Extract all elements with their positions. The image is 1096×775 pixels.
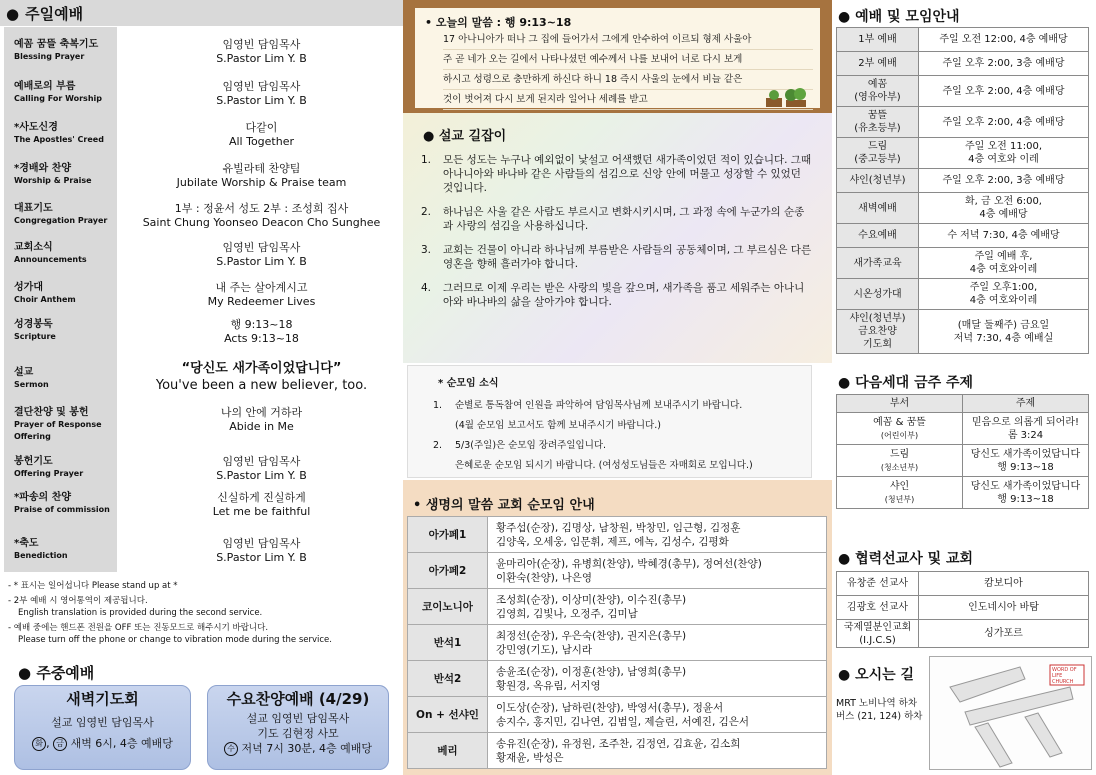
verse-line: 것이 벗어져 다시 보게 된지라 일어나 세례를 받고 <box>443 90 813 110</box>
group-members <box>488 589 827 625</box>
schedule-row <box>837 310 1089 354</box>
plant-pot-icon <box>764 86 808 108</box>
sermon-point-text: 모든 성도는 누구나 예외없이 낯설고 어색했던 새가족이었던 적이 있습니다. 그때 아나니아와 바나바 같은 사람들의 섬김으로 신앙 안에 머물고 성장할 수 있었던 것입니다. <box>443 154 812 194</box>
schedule-name: 예꼼 (영유아부) <box>837 76 919 107</box>
schedule-row <box>837 138 1089 169</box>
schedule-row <box>837 169 1089 193</box>
schedule-time: 주일 오후 2:00, 4층 예배당 <box>919 107 1089 138</box>
order-label-en: Scripture <box>14 332 56 341</box>
sermon-guide-panel <box>403 113 832 363</box>
directions-mrt: MRT 노비나역 하차 <box>836 698 918 709</box>
schedule-time: 수 저녁 7:30, 4층 예배당 <box>919 224 1089 248</box>
group-name: 아가페2 <box>408 553 488 589</box>
notice-item <box>433 456 813 476</box>
location-map <box>929 656 1092 770</box>
next-gen-row <box>837 477 1089 509</box>
sermon-point-number: 1. <box>421 154 432 166</box>
mission-row <box>837 620 1089 648</box>
notice-item-text: 은혜로운 순모임 되시기 바랍니다. (여성성도님들은 자매회로 모입니다.) <box>455 460 753 471</box>
group-members <box>488 733 827 769</box>
small-group-panel <box>403 480 832 775</box>
order-label-en: Prayer of Response Offering <box>14 420 102 441</box>
mission-place: 싱가포르 <box>919 620 1089 648</box>
mission-row <box>837 596 1089 620</box>
map-church-label: WORD OF LIFE CHURCH <box>1052 667 1077 685</box>
order-label-ko: *사도신경 <box>14 122 58 133</box>
note-item <box>8 580 403 592</box>
order-label <box>14 318 124 343</box>
order-value-en: You've been a new believer, too. <box>155 378 368 393</box>
schedule-row <box>837 107 1089 138</box>
schedule-time: 주일 오후 2:00, 3층 예배당 <box>919 169 1089 193</box>
notice-item-text: (4월 순모임 보고서도 함께 보내주시기 바랍니다.) <box>455 420 661 431</box>
next-gen-row <box>837 445 1089 477</box>
order-value <box>124 162 399 190</box>
order-label-en: Choir Anthem <box>14 295 76 304</box>
wed-card-title: 수요찬양예배 (4/29) <box>226 690 370 708</box>
order-value-ko: 다같이 <box>245 121 278 134</box>
verse-line: 하시고 성령으로 충만하게 하신다 하니 18 즉시 사울의 눈에서 비늘 같은 <box>443 70 813 90</box>
worship-info-title-text: 예배 및 모임안내 <box>855 9 960 25</box>
order-value <box>124 80 399 108</box>
order-label-ko: 성경봉독 <box>14 319 53 330</box>
directions-title-text: 오시는 길 <box>855 667 915 683</box>
schedule-name: 새가족교육 <box>837 248 919 279</box>
notice-item-text: 순별로 통독참여 인원을 파악하여 담임목사님께 보내주시기 바랍니다. <box>455 400 743 411</box>
order-label <box>14 537 124 562</box>
note-sub: English translation is provided during the second service. <box>18 608 263 618</box>
order-value-en: S.Pastor Lim Y. B <box>216 551 307 564</box>
order-label-en: Benediction <box>14 551 68 560</box>
schedule-time: (매달 둘째주) 금요일 저녁 7:30, 4층 예배실 <box>919 310 1089 354</box>
mission-title-text: 협력선교사 및 교회 <box>855 551 974 567</box>
schedule-time: 화, 금 오전 6:00, 4층 예배당 <box>919 193 1089 224</box>
order-value-ko: 행 9:13~18 <box>230 318 293 331</box>
next-gen-dept: 샤인 (청년부) <box>837 477 963 509</box>
order-value-en: Jubilate Worship & Praise team <box>176 176 347 189</box>
group-members-line2: 황재윤, 박성은 <box>496 751 564 764</box>
group-row <box>408 697 827 733</box>
group-members-line2: 강민영(기도), 남시라 <box>496 643 593 656</box>
next-gen-title <box>838 372 973 392</box>
next-gen-dept-sub: (어린이부) <box>880 430 919 440</box>
order-label-ko: 예배로의 부름 <box>14 81 76 92</box>
next-gen-dept-sub: (청년부) <box>884 494 915 504</box>
group-name: 반석1 <box>408 625 488 661</box>
group-members-line1: 조성희(순장), 이상미(찬양), 이수진(총무) <box>496 593 687 606</box>
order-value <box>124 38 399 66</box>
order-label <box>14 281 124 306</box>
order-value <box>124 241 399 269</box>
group-members <box>488 553 827 589</box>
schedule-name: 샤인(청년부) 금요찬양 기도회 <box>837 310 919 354</box>
group-name: 반석2 <box>408 661 488 697</box>
next-gen-dept-sub: (청소년부) <box>880 462 919 472</box>
info-column <box>832 0 1096 775</box>
next-gen-header-cell: 주제 <box>963 395 1089 413</box>
order-value-ko: 내 주는 살아계시고 <box>215 281 308 294</box>
schedule-row <box>837 28 1089 52</box>
order-value <box>124 121 399 149</box>
bullet-icon: ● <box>838 551 851 567</box>
order-value-ko: 임영빈 담임목사 <box>222 241 301 254</box>
dawn-prayer-card <box>14 685 191 770</box>
order-label-ko: 대표기도 <box>14 203 53 214</box>
mission-name: 유창준 선교사 <box>837 572 919 596</box>
sermon-column <box>403 0 832 775</box>
next-gen-table <box>836 394 1089 509</box>
schedule-row <box>837 193 1089 224</box>
next-gen-title-text: 다음세대 금주 주제 <box>855 375 974 391</box>
verse-line: 주 곧 네가 오는 길에서 나타나셨던 예수께서 나를 보내어 너로 다시 보게 <box>443 50 813 70</box>
order-label <box>14 455 124 480</box>
order-label-ko: 성가대 <box>14 282 43 293</box>
group-members-line2: 황원경, 옥유림, 서지영 <box>496 679 601 692</box>
schedule-name: 드림 (중고등부) <box>837 138 919 169</box>
order-value-en: S.Pastor Lim Y. B <box>216 255 307 268</box>
midweek-title-text: 주중예배 <box>36 664 95 682</box>
group-members <box>488 661 827 697</box>
group-members-line2: 송지수, 홍지민, 김나연, 김범일, 제슬린, 서예진, 김은서 <box>496 715 750 728</box>
group-name: 베리 <box>408 733 488 769</box>
order-label-en: Blessing Prayer <box>14 52 85 61</box>
directions-title <box>838 664 914 684</box>
verse-heading: • 오늘의 말씀 : 행 9:13~18 <box>425 16 572 29</box>
order-value-en: Abide in Me <box>229 420 294 433</box>
group-members-line1: 윤마리아(순장), 유병희(찬양), 박혜경(총무), 정여선(찬양) <box>496 557 762 570</box>
group-members-line1: 최정선(순장), 우은숙(찬양), 권지은(총무) <box>496 629 687 642</box>
sermon-point <box>421 205 813 233</box>
bullet-icon: ● <box>838 9 851 25</box>
note-main: - 2부 예배 시 영어통역이 제공됩니다. <box>8 596 148 606</box>
order-value-en: Saint Chung Yoonseo Deacon Cho Sunghee <box>142 216 381 229</box>
next-gen-topic: 믿음으로 의롭게 되어라! 롬 3:24 <box>963 413 1089 445</box>
order-value-ko: 임영빈 담임목사 <box>222 455 301 468</box>
next-gen-topic: 당신도 새가족이었답니다 행 9:13~18 <box>963 445 1089 477</box>
schedule-row <box>837 76 1089 107</box>
order-value-ko: 임영빈 담임목사 <box>222 38 301 51</box>
order-value-en: Let me be faithful <box>212 505 311 518</box>
sermon-point <box>421 281 813 309</box>
wed-card-time <box>208 741 388 756</box>
sermon-point <box>421 243 813 271</box>
sermon-point-text: 그러므로 이제 우리는 받은 사랑의 빛을 갚으며, 새가족을 품고 세워주는 아나니아와 바나바의 삶을 살아가야 합니다. <box>443 282 805 308</box>
note-main: - * 표시는 일어섭니다 Please stand up at * <box>8 581 178 591</box>
group-members <box>488 697 827 733</box>
schedule-time: 주일 오전 12:00, 4층 예배당 <box>919 28 1089 52</box>
schedule-name: 새벽예배 <box>837 193 919 224</box>
order-label <box>14 406 124 443</box>
order-value-ko: 유빌라테 찬양팀 <box>222 162 301 175</box>
dawn-card-time: 화 , 금 새벽 6시, 4층 예배당 <box>15 736 190 751</box>
order-label-ko: 봉헌기도 <box>14 456 53 467</box>
group-row <box>408 517 827 553</box>
schedule-time: 주일 오후 2:00, 3층 예배당 <box>919 52 1089 76</box>
bullet-icon: ● <box>6 5 20 23</box>
order-label-en: Worship & Praise <box>14 176 92 185</box>
order-value <box>124 406 399 434</box>
schedule-time: 주일 오전 11:00, 4층 여호와 이레 <box>919 138 1089 169</box>
sermon-point-number: 3. <box>421 244 432 256</box>
notice-item-number: 2. <box>433 440 443 451</box>
group-name: 아가페1 <box>408 517 488 553</box>
mission-title <box>838 548 973 568</box>
schedule-name: 꿈뜰 (유초등부) <box>837 107 919 138</box>
order-label-ko: *축도 <box>14 538 39 549</box>
order-value <box>124 202 399 230</box>
order-value <box>124 455 399 483</box>
order-label-en: Congregation Prayer <box>14 216 108 225</box>
order-label-ko: 교회소식 <box>14 242 53 253</box>
note-item <box>8 622 403 646</box>
order-label-en: Calling For Worship <box>14 94 102 103</box>
group-row <box>408 625 827 661</box>
order-value-ko: “당신도 새가족이었답니다” <box>181 361 342 376</box>
sermon-point-text: 하나님은 사울 같은 사람도 부르시고 변화시키시며, 그 과정 속에 누군가의 순종과 사랑의 섬김을 사용하십니다. <box>443 206 805 232</box>
order-value-en: Acts 9:13~18 <box>224 332 299 345</box>
sunday-worship-title: 주일예배 <box>25 5 84 23</box>
day-wed-badge: 수 <box>224 742 238 756</box>
day-tue-badge: 화 <box>32 737 46 751</box>
small-group-notice <box>407 365 812 478</box>
dawn-card-preacher: 설교 임영빈 담임목사 <box>51 716 154 729</box>
bullet-icon: ● <box>838 667 851 683</box>
order-label-en: Praise of commission <box>14 505 110 514</box>
dawn-card-time-text: 새벽 6시, 4층 예배당 <box>70 737 173 750</box>
next-gen-dept: 드림 (청소년부) <box>837 445 963 477</box>
worship-schedule-table <box>836 27 1089 354</box>
notice-item-number: 1. <box>433 400 443 411</box>
order-value <box>124 537 399 565</box>
schedule-time: 주일 예배 후, 4층 여호와이레 <box>919 248 1089 279</box>
schedule-name: 2부 예배 <box>837 52 919 76</box>
group-members-line2: 김영희, 김빛나, 오정주, 김미남 <box>496 607 638 620</box>
bullet-icon: ● <box>423 129 435 144</box>
notice-item-text: 5/3(주일)은 순모임 장려주일입니다. <box>455 440 607 451</box>
note-sub: Please turn off the phone or change to vibration mode during the service. <box>18 635 332 645</box>
group-members <box>488 517 827 553</box>
order-label-ko: 설교 <box>14 367 34 378</box>
worship-order-column <box>0 0 403 775</box>
order-value-en: All Together <box>228 135 295 148</box>
notice-item <box>433 436 813 456</box>
schedule-row <box>837 279 1089 310</box>
group-row <box>408 589 827 625</box>
order-label <box>14 80 124 105</box>
next-gen-dept: 예꼼 & 꿈뜰 (어린이부) <box>837 413 963 445</box>
directions-text <box>836 697 922 723</box>
sermon-guide-list <box>421 153 813 319</box>
next-gen-topic: 당신도 새가족이었답니다 행 9:13~18 <box>963 477 1089 509</box>
note-item <box>8 595 403 619</box>
mission-name: 국제열분인교회 (I.J.C.S) <box>837 620 919 648</box>
order-label-ko: 결단찬양 및 봉헌 <box>14 407 89 418</box>
mission-name: 김광호 선교사 <box>837 596 919 620</box>
small-group-title: • 생명의 말씀 교회 순모임 안내 <box>413 498 595 513</box>
midweek-title <box>18 662 94 683</box>
order-value <box>124 318 399 346</box>
mission-place: 인도네시아 바탐 <box>919 596 1089 620</box>
verse-line: 17 아나니아가 떠나 그 집에 들어가서 그에게 안수하여 이르되 형제 사울아 <box>443 30 813 50</box>
group-members-line1: 이도상(순장), 남하린(찬양), 박영서(총무), 정윤서 <box>496 701 724 714</box>
order-value-en: My Redeemer Lives <box>207 295 316 308</box>
order-value-ko: 1부 : 정윤서 성도 2부 : 조성희 집사 <box>174 202 349 215</box>
worship-info-title <box>838 6 960 26</box>
sermon-point-number: 4. <box>421 282 432 294</box>
group-members-line1: 송유진(순장), 유정원, 조주찬, 김정연, 김효윤, 김소희 <box>496 737 741 750</box>
order-value <box>124 281 399 309</box>
order-label <box>14 38 124 63</box>
order-label-en: Offering Prayer <box>14 469 84 478</box>
order-label-en: The Apostles' Creed <box>14 135 104 144</box>
verse-frame <box>403 0 832 113</box>
schedule-name: 수요예배 <box>837 224 919 248</box>
sermon-guide-title-text: 설교 길잡이 <box>438 129 507 144</box>
sermon-point-text: 교회는 건물이 아니라 하나님께 부름받은 사람들의 공동체이며, 그 부르심은 다른 영혼을 향해 흘러가야 합니다. <box>443 244 812 270</box>
order-value-en: S.Pastor Lim Y. B <box>216 52 307 65</box>
bullet-icon: ● <box>18 664 32 682</box>
order-value <box>124 491 399 519</box>
group-members-line1: 황주섭(순장), 김명상, 남창원, 박창민, 임근형, 김정훈 <box>496 521 741 534</box>
next-gen-header <box>837 395 1089 413</box>
order-label <box>14 162 124 187</box>
wed-card-prayer: 기도 김현정 사모 <box>257 727 339 740</box>
day-fri-badge: 금 <box>53 737 67 751</box>
sermon-point-number: 2. <box>421 206 432 218</box>
sunday-worship-header <box>0 0 403 26</box>
order-label-ko: *파송의 찬양 <box>14 492 72 503</box>
group-row <box>408 553 827 589</box>
group-row <box>408 733 827 769</box>
schedule-row <box>837 248 1089 279</box>
notice-item <box>433 416 813 436</box>
schedule-row <box>837 224 1089 248</box>
order-label <box>14 121 124 146</box>
order-label <box>14 366 124 391</box>
worship-notes <box>8 580 403 649</box>
order-value-en: S.Pastor Lim Y. B <box>216 469 307 482</box>
mission-row <box>837 572 1089 596</box>
next-gen-row <box>837 413 1089 445</box>
schedule-row <box>837 52 1089 76</box>
order-label-ko: 예꼼 꿈뜰 축복기도 <box>14 39 99 50</box>
order-label-ko: *경배와 찬양 <box>14 163 72 174</box>
mission-table <box>836 571 1089 648</box>
group-members-line2: 김양욱, 오세웅, 임문휘, 제프, 에녹, 김성수, 김평화 <box>496 535 729 548</box>
group-name: On + 선샤인 <box>408 697 488 733</box>
directions-bus: 버스 (21, 124) 하차 <box>836 711 923 722</box>
group-members-line2: 이환숙(찬양), 나은영 <box>496 571 593 584</box>
dawn-card-title: 새벽기도회 <box>66 690 139 708</box>
schedule-name: 시온성가대 <box>837 279 919 310</box>
group-row <box>408 661 827 697</box>
small-group-table <box>407 516 827 769</box>
order-value-ko: 나의 안에 거하라 <box>220 406 303 419</box>
order-value-ko: 신실하게 진실하게 <box>217 491 306 504</box>
order-label-en: Announcements <box>14 255 87 264</box>
sermon-guide-title <box>423 125 506 144</box>
notice-list <box>433 396 813 476</box>
schedule-name: 1부 예배 <box>837 28 919 52</box>
wednesday-worship-card <box>207 685 389 770</box>
verse-text <box>443 30 813 110</box>
group-members <box>488 625 827 661</box>
group-members-line1: 송윤조(순장), 이정훈(찬양), 남영희(총무) <box>496 665 687 678</box>
order-label-en: Sermon <box>14 380 49 389</box>
order-value-ko: 임영빈 담임목사 <box>222 80 301 93</box>
order-value-en: S.Pastor Lim Y. B <box>216 94 307 107</box>
mission-place: 캄보디아 <box>919 572 1089 596</box>
notice-item <box>433 396 813 416</box>
note-main: - 예배 중에는 핸드폰 전원을 OFF 또는 진동모드로 해주시기 바랍니다. <box>8 623 269 633</box>
order-label <box>14 241 124 266</box>
group-name: 코이노니아 <box>408 589 488 625</box>
bullet-icon: ● <box>838 375 851 391</box>
schedule-time: 주일 오후1:00, 4층 여호와이레 <box>919 279 1089 310</box>
wed-card-time-text: 저녁 7시 30분, 4층 예배당 <box>241 742 372 755</box>
wed-card-preacher: 설교 임영빈 담임목사 <box>246 712 350 725</box>
order-label <box>14 491 124 516</box>
schedule-name: 샤인(청년부) <box>837 169 919 193</box>
order-value <box>124 360 399 394</box>
order-value-ko: 임영빈 담임목사 <box>222 537 301 550</box>
schedule-time: 주일 오후 2:00, 4층 예배당 <box>919 76 1089 107</box>
sermon-point <box>421 153 813 195</box>
notice-heading: * 순모임 소식 <box>438 378 499 389</box>
next-gen-header-cell: 부서 <box>837 395 963 413</box>
verse-board <box>415 8 820 108</box>
order-label <box>14 202 124 227</box>
